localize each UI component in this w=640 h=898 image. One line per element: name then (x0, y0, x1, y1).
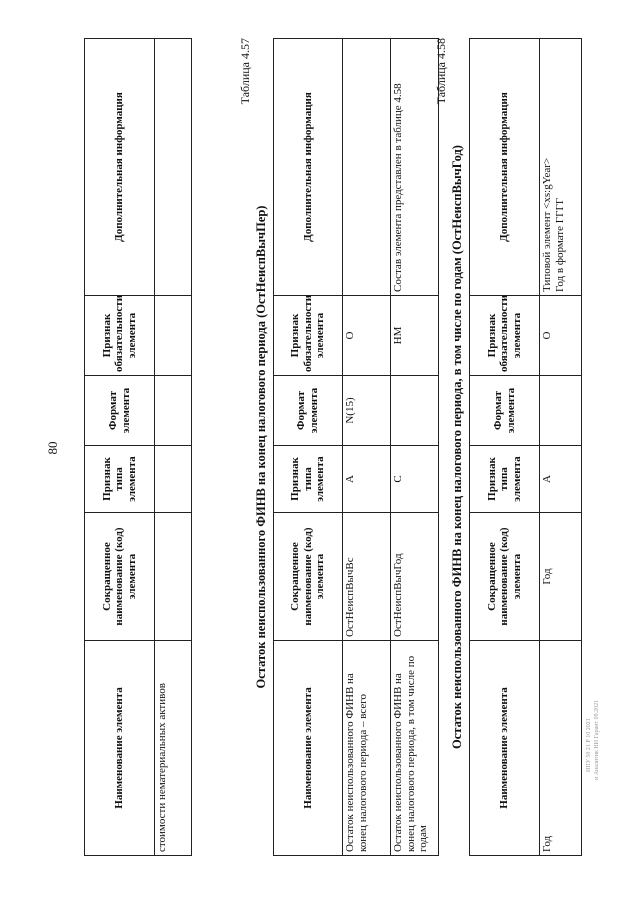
table-cell (155, 376, 192, 446)
table1-header-row (85, 39, 155, 856)
table-cell: А (343, 446, 391, 513)
table-row (343, 39, 391, 856)
table2-block (238, 38, 439, 856)
watermark-stamp-line-2: и Аналитик НИ Гарант 09.2021 (594, 699, 600, 780)
table-cell: стоимости нематериальных активов (155, 641, 192, 856)
watermark-stamp-line-1: ИПУ 50 21 Р 10 2021 (586, 718, 592, 772)
header-cell: Наименование элемента (470, 641, 540, 856)
table-cell: Состав элемента представлен в таблице 4.58 (391, 39, 439, 296)
table3-title: Остаток неиспользованного ФИНВ на конец налогового периода, в том числе по годам (ОстНеиспВычГод) (450, 145, 464, 749)
header-cell: Сокращенное наименование (код) элемента (274, 513, 343, 641)
header-cell: Признак типа элемента (274, 446, 343, 513)
table1 (84, 38, 192, 856)
header-cell: Сокращенное наименование (код) элемента (470, 513, 540, 641)
table3-header-row (470, 39, 540, 856)
table-cell: Остаток неиспользованного ФИНВ на конец налогового периода, в том числе по годам (391, 641, 439, 856)
header-cell: Формат элемента (85, 376, 155, 446)
table-cell: НМ (391, 296, 439, 376)
header-cell: Дополнительная информация (85, 39, 155, 296)
header-cell: Формат элемента (274, 376, 343, 446)
header-cell: Сокращенное наименование (код) элемента (85, 513, 155, 641)
header-cell: Признак обязательности элемента (274, 296, 343, 376)
table-cell: ОстНеиспВычВс (343, 513, 391, 641)
table-cell: О (343, 296, 391, 376)
table3-block (434, 38, 582, 856)
table-cell: Остаток неиспользованного ФИНВ на конец налогового периода – всего (343, 641, 391, 856)
table-row (540, 39, 582, 856)
table-cell: Год (540, 513, 582, 641)
table-cell: N(15) (343, 376, 391, 446)
table2-header-row (274, 39, 343, 856)
table-cell: Типовой элемент <xs:gYear> Год в формате ГГГГ (540, 39, 582, 296)
table3 (469, 38, 582, 856)
table-cell: ОстНеиспВычГод (391, 513, 439, 641)
table2-title: Остаток неиспользованного ФИНВ на конец налогового периода (ОстНеиспВычПер) (254, 205, 268, 689)
header-cell: Признак типа элемента (470, 446, 540, 513)
page-number: 80 (45, 441, 60, 455)
table-cell (155, 513, 192, 641)
header-cell: Признак типа элемента (85, 446, 155, 513)
table-cell: О (540, 296, 582, 376)
table3-number: Таблица 4.58 (434, 38, 448, 105)
header-cell: Дополнительная информация (274, 39, 343, 296)
header-cell: Признак обязательности элемента (470, 296, 540, 376)
header-cell: Дополнительная информация (470, 39, 540, 296)
header-cell: Формат элемента (470, 376, 540, 446)
table-cell: А (540, 446, 582, 513)
table-cell (391, 376, 439, 446)
table2 (273, 38, 439, 856)
table-row (391, 39, 439, 856)
table-cell (155, 296, 192, 376)
table1-block (84, 38, 192, 856)
header-cell: Наименование элемента (274, 641, 343, 856)
table-cell (155, 39, 192, 296)
table-cell: Год (540, 641, 582, 856)
table-cell (540, 376, 582, 446)
table2-number: Таблица 4.57 (238, 38, 252, 105)
table-cell (155, 446, 192, 513)
table-cell (343, 39, 391, 296)
table-cell: С (391, 446, 439, 513)
header-cell: Признак обязательности элемента (85, 296, 155, 376)
table-row (155, 39, 192, 856)
header-cell: Наименование элемента (85, 641, 155, 856)
